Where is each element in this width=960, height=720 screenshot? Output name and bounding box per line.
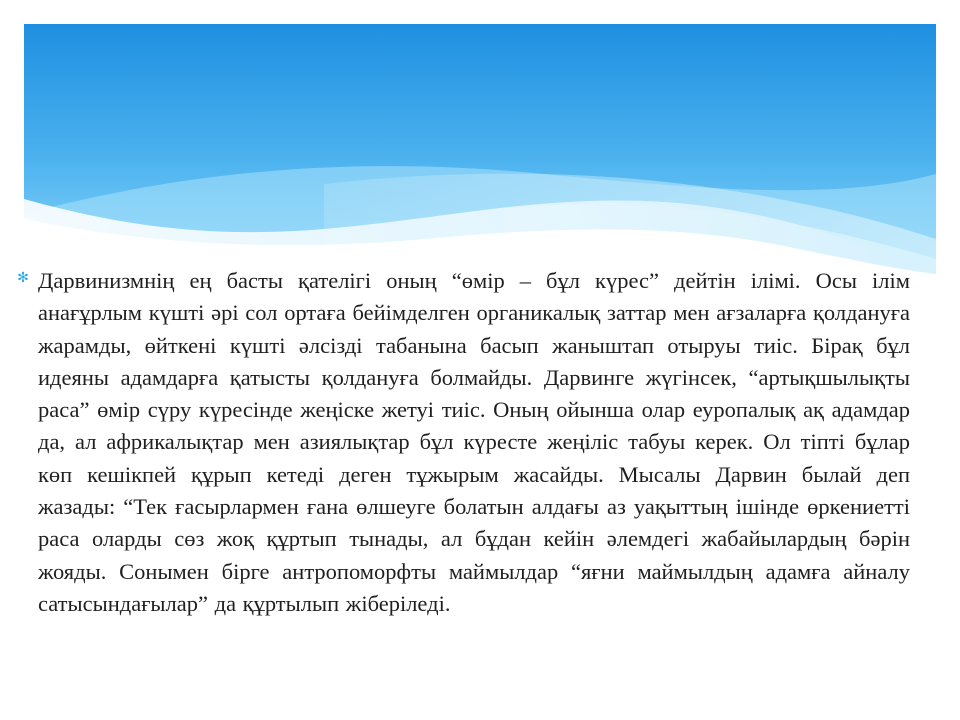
asterisk-bullet-icon: ✻ (17, 271, 29, 286)
header-wave-banner (24, 24, 936, 274)
slide-body (16, 265, 916, 620)
wave-background-graphic (24, 24, 936, 274)
body-paragraph: Дарвинизмнің ең басты қателігі оның “өмір – бұл күрес” дейтін ілімі. Осы ілім анағұрлым күшті әрі сол ортаға бейімделген органикалық заттар мен ағзаларға қолдануға жарамды, өйткені күшті әлсізді табанына басып жаныштап отыруы тиіс. Бірақ бұл идеяны адамдарға қатысты қолдануға болмайды. Дарвинге жүгінсек, “артықшылықты раса” өмір сүру күресінде жеңіске жетуі тиіс. Оның ойынша олар еуропалық ақ адамдар да, ал африкалықтар мен азиялықтар бұл күресте жеңіліс табуы керек. Ол тіпті бұлар көп кешікпей құрып кетеді деген тұжырым жасайды. Мысалы Дарвин былай деп жазады: “Тек ғасырлармен ғана өлшеуге болатын алдағы аз уақыттың ішінде өркениетті раса оларды сөз жоқ құртып тынады, ал бұдан кейін әлемдегі жабайылардың бәрін жояды. Сонымен бірге антропоморфты маймылдар “яғни маймылдың адамға айналу сатысындағылар” да құртылып жіберіледі. (38, 268, 910, 616)
